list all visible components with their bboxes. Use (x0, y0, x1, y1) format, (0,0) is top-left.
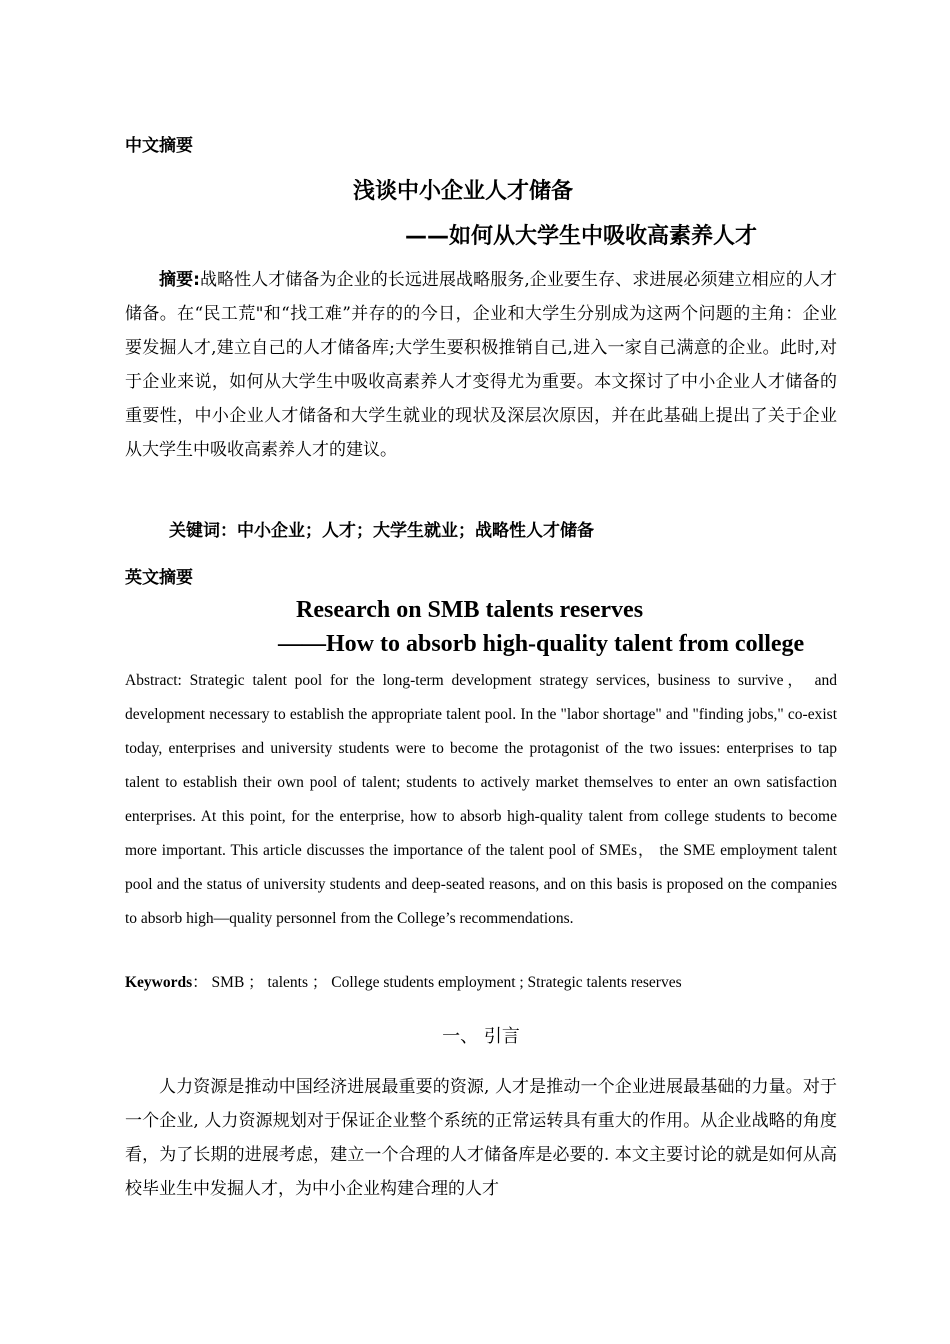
english-abstract-label: 英文摘要 (125, 568, 193, 588)
chinese-abstract-label: 中文摘要 (125, 136, 193, 156)
english-keywords-text: ： SMB ； talents ； College students employment ; Strategic talents reserves (192, 974, 682, 991)
introduction-paragraph: 人力资源是推动中国经济进展最重要的资源, 人才是推动一个企业进展最基础的力量。对于一个企业, 人力资源规划对于保证企业整个系统的正常运转具有重大的作用。从企业战略的角度看，为了长期的进展考虑，建立一个合理的人才储备库是必要的. 本文主要讨论的就是如何从高校毕业生中发掘人才，为中小企业构建合理的人才 (125, 1077, 837, 1199)
english-keywords-lead: Keywords (125, 974, 193, 991)
english-subtitle: ——How to absorb high-quality talent from college (278, 631, 805, 657)
chinese-keywords: 关键词：中小企业；人才；大学生就业；战略性人才储备 (169, 521, 594, 541)
english-title: Research on SMB talents reserves (296, 597, 644, 623)
chinese-abstract-text: 战略性人才储备为企业的长远进展战略服务,企业要生存、求进展必须建立相应的人才储备。在“民工荒"和“找工难”并存的的今日，企业和大学生分别成为这两个问题的主角：企业要发掘人才,建立自己的人才储备库;大学生要积极推销自己,进入一家自己满意的企业。此时,对于企业来说，如何从大学生中吸收高素养人才变得尤为重要。本文探讨了中小企业人才储备的重要性，中小企业人才储备和大学生就业的现状及深层次原因，并在此基础上提出了关于企业从大学生中吸收高素养人才的建议。 (125, 270, 837, 460)
chinese-abstract-paragraph (125, 263, 837, 467)
english-keywords (125, 970, 682, 992)
section-heading-introduction: 一、 引言 (442, 1026, 520, 1047)
english-abstract-paragraph: Abstract: Strategic talent pool for the long-term development strategy services, business to survive， and development necessary to establish the appropriate talent pool. In the "labor shortage" and "finding jobs," co-exist today, enterprises and university students were to become the protagonist of the two issues: enterprises to tap talent to establish their own pool of talent; students to actively market themselves to enter an own satisfaction enterprises. At this point, for the enterprise, how to absorb high-quality talent from college students to become more important. This article discusses the importance of the talent pool of SMEs， the SME employment talent pool and the status of university students and deep-seated reasons, and on this basis is proposed on the companies to absorb high—quality personnel from the College’s recommendations. (125, 672, 837, 927)
chinese-abstract-lead: 摘要: (159, 270, 200, 290)
chinese-title: 浅谈中小企业人才储备 (353, 179, 574, 204)
chinese-subtitle: ——如何从大学生中吸收高素养人才 (405, 224, 758, 249)
